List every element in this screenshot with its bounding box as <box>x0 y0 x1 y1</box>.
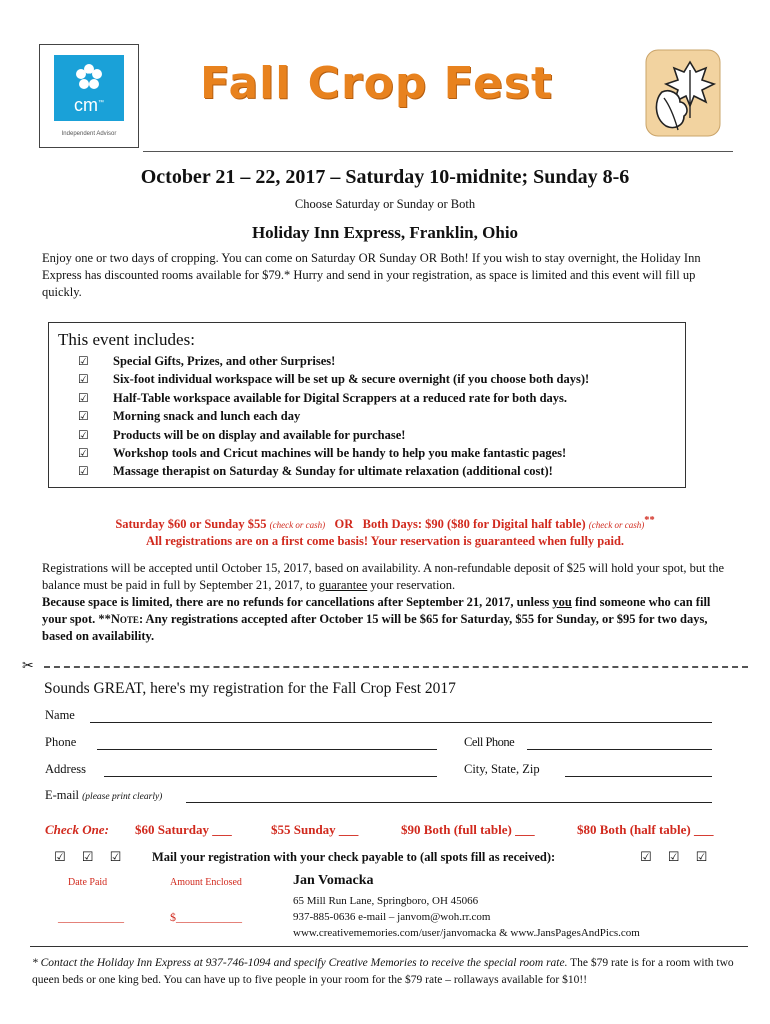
contact-name: Jan Vomacka <box>293 873 374 888</box>
first-come-note: All registrations are on a first come basis! Your reservation is guaranteed when fully paid. <box>145 534 625 548</box>
date-paid-label: Date Paid <box>68 877 108 888</box>
list-item <box>78 389 589 407</box>
contact-websites[interactable]: www.creativememories.com/user/janvomacka & www.JansPagesAndPics.com <box>293 927 640 939</box>
footer-contact-note: * Contact the Holiday Inn Express at 937-746-1094 and specify Creative Memories to receive the special room rate. <box>32 957 568 969</box>
checkbox-icon: ☑ <box>78 464 89 479</box>
price-single-day: Saturday $60 or Sunday $55 <box>115 517 267 532</box>
name-label: Name <box>45 708 75 722</box>
phone-label: Phone <box>45 735 77 749</box>
option-sunday[interactable]: $55 Sunday ___ <box>271 822 359 837</box>
terms-text: your reservation. <box>367 578 456 592</box>
cut-line <box>44 666 748 668</box>
list-item-text: Massage therapist on Saturday & Sunday for ultimate relaxation (additional cost)! <box>113 464 553 479</box>
venue-name: Holiday Inn Express, Franklin, Ohio <box>251 223 519 242</box>
checkbox-icon: ☑ <box>78 372 89 387</box>
payment-note: (check or cash) <box>269 520 326 531</box>
logo-subtitle: Independent Advisor <box>61 131 117 137</box>
contact-details <box>293 893 640 941</box>
email-field[interactable] <box>186 802 712 803</box>
pricing-line <box>0 515 770 532</box>
choose-days-note: Choose Saturday or Sunday or Both <box>294 197 476 211</box>
footnote-marker: ** <box>644 515 655 526</box>
list-item-text: Products will be on display and available for purchase! <box>113 427 406 442</box>
list-item-text: Special Gifts, Prizes, and other Surprises! <box>113 354 336 368</box>
city-state-zip-label: City, State, Zip <box>464 762 540 776</box>
terms-underline: you <box>552 595 572 609</box>
email-label-text: E-mail <box>45 788 80 802</box>
option-both-half[interactable]: $80 Both (half table) ___ <box>577 822 714 837</box>
header-divider <box>143 151 733 152</box>
payment-note: (check or cash) <box>588 520 645 531</box>
checkbox-icon-group-right: ☑ ☑ ☑ <box>640 850 714 865</box>
contact-address: 65 Mill Run Lane, Springboro, OH 45066 <box>293 895 479 907</box>
contact-phone-email: 937-885-0636 e-mail – janvom@woh.rr.com <box>293 911 491 923</box>
intro-paragraph: Enjoy one or two days of cropping. You can come on Saturday OR Sunday OR Both! If you wish to stay overnight, the Holiday Inn Express has discounted rooms available for $79.* Hurry and send in your registration, as space is limited and this event will fill up quickly. <box>42 251 701 299</box>
terms-underline: guarantee <box>318 578 368 592</box>
check-one-label: Check One: <box>45 822 109 837</box>
list-item-text: Half-Table workspace available for Digital Scrappers at a reduced rate for both days. <box>113 390 568 405</box>
name-field[interactable] <box>90 722 712 723</box>
email-hint: (please print clearly) <box>82 792 163 802</box>
list-item <box>78 426 589 444</box>
registration-terms <box>42 560 732 645</box>
address-field[interactable] <box>104 776 437 777</box>
list-item <box>78 462 589 480</box>
logo-square <box>54 55 124 121</box>
list-item <box>78 352 589 370</box>
mail-instructions: Mail your registration with your check payable to (all spots fill as received): <box>152 850 556 864</box>
footer-room-note: The $79 rate is for a room with two queen beds or one king bed. You can have up to five people in your room for the $79 rate – rollaways available for $10!! <box>32 957 734 986</box>
includes-title: This event includes: <box>58 330 195 349</box>
flower-icon <box>74 62 104 92</box>
late-registration-note: : Any registrations accepted after October 15 will be $65 for Saturday, $55 for Sunday, or $95 for two days, based on availability. <box>42 612 708 643</box>
cell-phone-field[interactable] <box>527 749 712 750</box>
list-item <box>78 370 589 388</box>
autumn-leaves-icon <box>640 44 726 144</box>
footer-note <box>32 955 748 989</box>
note-label: Note <box>110 612 139 626</box>
price-or: OR <box>334 517 354 532</box>
option-saturday[interactable]: $60 Saturday ___ <box>135 822 232 837</box>
address-label: Address <box>45 762 86 776</box>
checkbox-icon: ☑ <box>78 390 89 405</box>
city-state-zip-field[interactable] <box>565 776 712 777</box>
date-paid-field[interactable]: ___________ <box>58 910 124 924</box>
checkbox-icon: ☑ <box>78 446 89 461</box>
creative-memories-logo <box>39 44 139 148</box>
terms-text: Registrations will be accepted until October 15, 2017, based on availability. A non-refundable deposit of $25 will hold your spot, but the balance must be paid in full by September 21, 2017, to <box>42 561 725 592</box>
form-heading: Sounds GREAT, here's my registration for the Fall Crop Fest 2017 <box>44 680 456 697</box>
amount-enclosed-label: Amount Enclosed <box>170 877 242 888</box>
checkbox-icon: ☑ <box>78 409 89 424</box>
checkbox-icon-group-left: ☑ ☑ ☑ <box>54 850 128 865</box>
page-title: Fall Crop Fest <box>200 58 554 109</box>
refund-policy: Because space is limited, there are no refunds for cancellations after September 21, 2017, unless <box>42 595 553 609</box>
phone-field[interactable] <box>97 749 437 750</box>
amount-enclosed-field[interactable]: $___________ <box>170 910 242 924</box>
footer-divider <box>30 946 748 947</box>
list-item-text: Workshop tools and Cricut machines will be handy to help you make fantastic pages! <box>113 446 567 461</box>
cell-phone-label: Cell Phone <box>464 735 515 749</box>
list-item-text: Morning snack and lunch each day <box>113 409 301 424</box>
checkbox-icon: ☑ <box>78 354 89 368</box>
logo-trademark: ™ <box>98 100 104 106</box>
list-item <box>78 444 589 462</box>
checkbox-icon: ☑ <box>78 427 89 442</box>
list-item-text: Six-foot individual workspace will be set up & secure overnight (if you choose both days)! <box>113 372 590 387</box>
includes-list <box>78 352 589 481</box>
event-dates: October 21 – 22, 2017 – Saturday 10-midnite; Sunday 8-6 <box>140 166 630 188</box>
list-item <box>78 407 589 425</box>
price-both-days: Both Days: $90 ($80 for Digital half table) <box>362 517 586 532</box>
email-label <box>45 788 162 803</box>
refund-policy: find someone who can fill your spot. ** <box>42 595 711 626</box>
option-both-full[interactable]: $90 Both (full table) ___ <box>401 822 535 837</box>
logo-text: cm <box>74 95 98 115</box>
scissors-icon: ✂ <box>22 658 34 674</box>
